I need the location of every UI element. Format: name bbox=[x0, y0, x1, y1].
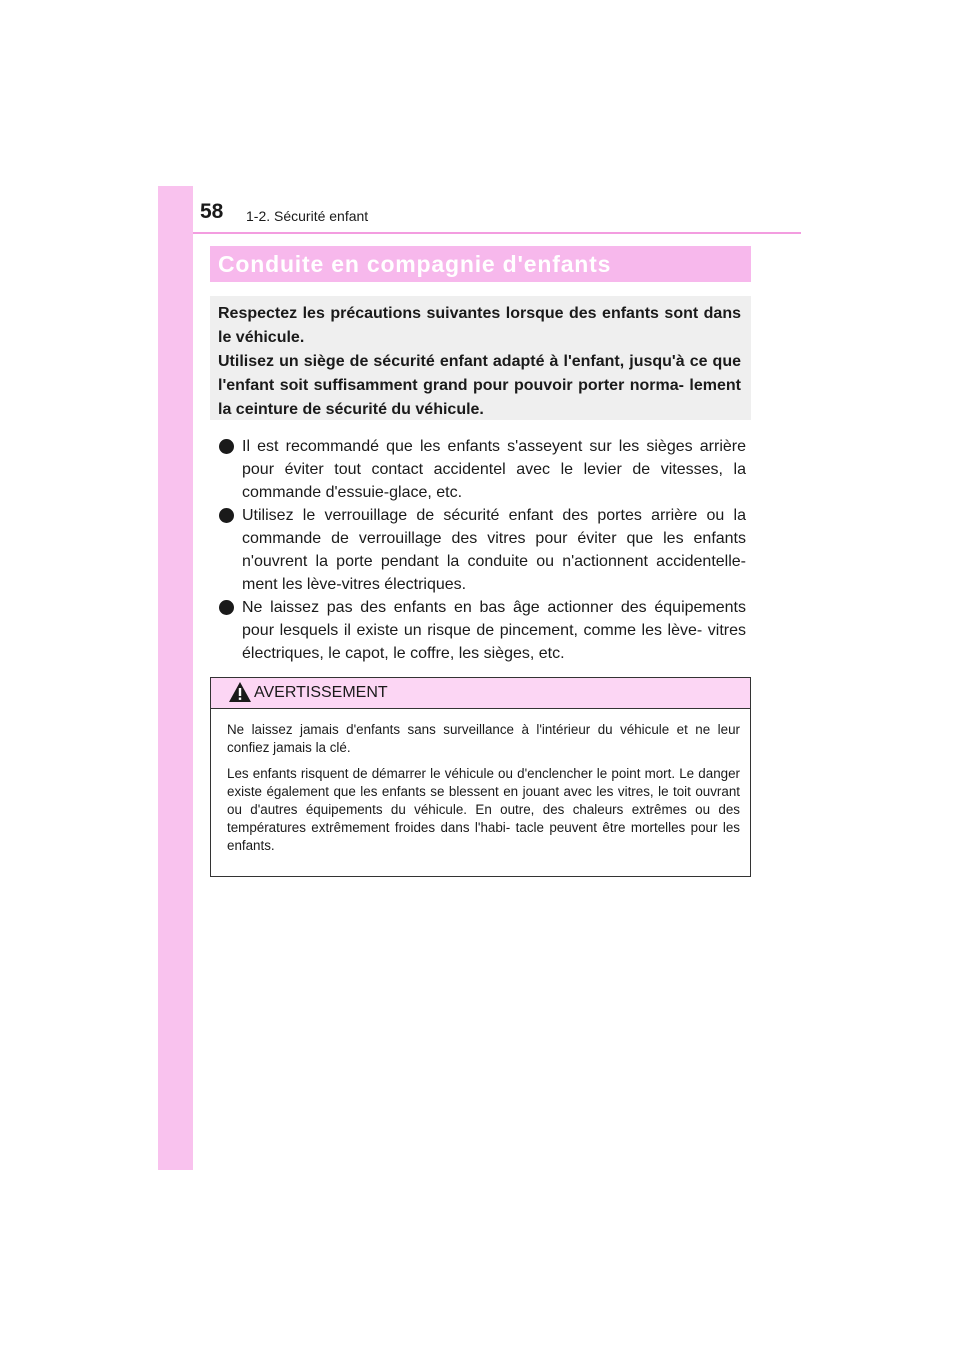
list-item bbox=[210, 435, 746, 504]
warning-body bbox=[211, 709, 750, 855]
list-item bbox=[210, 504, 746, 596]
list-item-text: Utilisez le verrouillage de sécurité enfant des portes arrière ou la commande de verrouillage des vitres pour éviter que les enfants n'ouvrent la porte pendant la conduite ou n'actionnent accidentelle- ment les lève-vitres électriques. bbox=[242, 507, 746, 593]
list-item-text: Il est recommandé que les enfants s'asseyent sur les sièges arrière pour éviter tout contact accidentel avec le levier de vitesses, la commande d'essuie-glace, etc. bbox=[242, 438, 746, 501]
bullet-icon bbox=[219, 439, 234, 454]
intro-box bbox=[210, 296, 751, 420]
list-item bbox=[210, 596, 746, 665]
side-tab-band bbox=[158, 186, 193, 1170]
bullet-icon bbox=[219, 508, 234, 523]
page-title: Conduite en compagnie d'enfants bbox=[218, 251, 612, 277]
intro-paragraph: Respectez les précautions suivantes lorsque des enfants sont dans le véhicule. bbox=[218, 305, 741, 346]
section-label: 1-2. Sécurité enfant bbox=[246, 208, 369, 224]
warning-header bbox=[211, 678, 750, 709]
warning-paragraph: Ne laissez jamais d'enfants sans surveillance à l'intérieur du véhicule et ne leur confiez jamais la clé. bbox=[227, 722, 740, 755]
warning-paragraph: Les enfants risquent de démarrer le véhicule ou d'enclencher le point mort. Le danger existe également que les enfants se blessent en jouant avec les vitres, le toit ouvrant ou d'autres équipements du véhicule. En outre, des chaleurs extrêmes ou des températures extrêmement froides dans l'habi- tacle peuvent être mortelles pour les enfants. bbox=[227, 766, 740, 853]
bullet-icon bbox=[219, 600, 234, 615]
warning-triangle-icon bbox=[228, 681, 252, 703]
page-number: 58 bbox=[200, 200, 224, 223]
intro-paragraph: Utilisez un siège de sécurité enfant adapté à l'enfant, jusqu'à ce que l'enfant soit suffisamment grand pour pouvoir porter norma- lement la ceinture de sécurité du véhicule. bbox=[218, 353, 741, 418]
list-item-text: Ne laissez pas des enfants en bas âge actionner des équipements pour lesquels il existe un risque de pincement, comme les lève- vitres électriques, le capot, le coffre, les sièges, etc. bbox=[242, 599, 746, 662]
warning-box bbox=[210, 677, 751, 877]
section-title-bar bbox=[210, 246, 751, 282]
header-rule bbox=[193, 232, 801, 234]
bullet-list bbox=[210, 435, 746, 665]
warning-title: AVERTISSEMENT bbox=[254, 684, 388, 701]
